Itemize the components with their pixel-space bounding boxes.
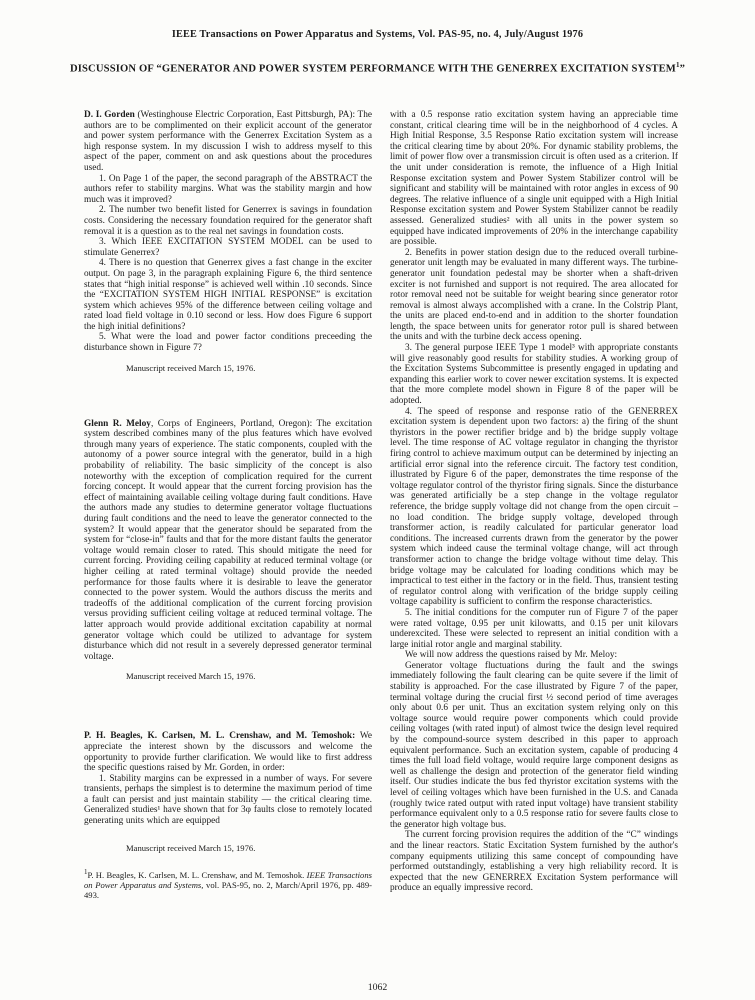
paragraph-meloy-intro [84,419,372,663]
closure-beagles [84,731,372,900]
paragraph-gorden-q4: 4. There is no question that Generrex gives a fast change in the exciter output. On page 3, in the paragraph explaining Figure 6, the third sentence states that “high initial response” is achieved well within .10 seconds. Since the “EXCITATION SYSTEM HIGH INITIAL RESPONSE” is excitation system which achieves 95% of the difference between ceiling voltage and rated load field voltage in 0.10 second or less. How does Figure 6 support the high initial definitions? [84,258,372,332]
paragraph-beagles-answer1: 1. Stability margins can be expressed in a number of ways. For severe transients, perhaps the simplest is to determine the maximum period of time a fault can persist and just maintain stability — the critical clearing time. Generalized studies¹ have shown that for 3φ faults close to remotely located generating units which are equipped [84,773,372,827]
paragraph-answer5: 5. The initial conditions for the computer run of Figure 7 of the paper were rated voltage, 0.95 per unit kilowatts, and 0.15 per unit kilovars underexcited. These were selected to represent an initial condition with a large initial rotor angle and marginal stability. [390,607,678,650]
paragraph-answer4: 4. The speed of response and response ratio of the GENERREX excitation system is dependent upon two factors: a) the firing of the shunt thyristors in the power rectifier bridge and b) the bridge supply voltage level. The time response of AC voltage regulator in changing the thyristor firing control to achieve maximum output can be determined by injecting an artificial error signal into the reference circuit. The factory test condition, illustrated by Figure 6 of the paper, demonstrates the time response of the voltage regulator control of the thyristor firing signals. Since the disturbance was generated artificially be a step change in the voltage regulator reference, the bridge supply voltage did not change from the open circuit – no load condition. The bridge supply voltage, developed through transformer action, is readily calculated for particular generator load conditions. The increased currents drawn from the generator by the power system which indeed cause the terminal voltage change, will act through transformer action to change the bridge voltage without time delay. This bridge voltage may be calculated for loading conditions which may be impractical to test either in the factory or in the field. Thus, transient testing of regulator control along with verification of the bridge supply ceiling voltage capability is sufficient to confirm the response characteristics. [390,406,678,608]
paragraph-gorden-q1: 1. On Page 1 of the paper, the second paragraph of the ABSTRACT the authors refer to stability margins. What was the stability margin and how much was it improved? [84,173,372,205]
page-number: 1062 [367,982,388,993]
paper-title [40,61,715,75]
paragraph-answer2: 2. Benefits in power station design due to the reduced overall turbine-generator unit length may be evaluated in many different ways. The turbine-generator unit foundation pedestal may be shorter when a shaft-driven exciter is not furnished and support is not required. The area allocated for rotor removal need not be suitable for weight bearing since generator rotor removal is almost always accomplished with a crane. In the Colstrip Plant, the units are placed end-to-end and in addition to the shorter foundation length, the space between units for generator rotor pull is shared between the units and with the turbine deck access opening. [390,247,678,343]
manuscript-note-beagles: Manuscript received March 15, 1976. [126,842,256,853]
paragraph-beagles-intro [84,731,372,773]
author-name-meloy: Glenn R. Meloy [84,418,151,429]
paragraph-gorden-q2: 2. The number two benefit listed for Generrex is savings in foundation costs. Considering the necessary foundation required for the generator shaft removal it is a question as to the real net savings in foundation costs. [84,205,372,237]
manuscript-note-meloy: Manuscript received March 15, 1976. [126,671,256,682]
paragraph-text: , Corps of Engineers, Portland, Oregon): The excitation system described combines many of the plus features which have evolved through many years of experience. The static components, coupled with the autonomy of a power source integral with the generator, build in a high probability of reliability. The basic simplicity of the concept is also noteworthy with the exception of complication required for the current forcing concept. It would appear that the current forcing provision has the effect of maintaining available ceiling voltage during fault conditions. Have the authors made any studies to determine generator voltage fluctuations during fault conditions and the need to leave the generator connected to the system? It would appear that the generator should be separated from the system for “close-in” faults and that for the more distant faults the generator voltage would remain closer to rated. This should mitigate the need for current forcing. Providing ceiling capability at reduced terminal voltage (or higher ceiling at rated terminal voltage) should provide the needed performance for those faults where it is desirable to leave the generator connected to the power system. Would the authors discuss the merits and tradeoffs of the additional complication of the current forcing provision versus providing sufficient ceiling voltage at reduced terminal voltage. The latter approach would provide additional excitation capability at normal generator voltage which could be utilized to advantage for system disturbance which did not result in a severely depressed generator terminal voltage. [84,418,372,662]
column-left [84,110,372,901]
paragraph-answer1-continued: with a 0.5 response ratio excitation system having an appreciable time constant, critical clearing time will be in the neighborhood of 4 cycles. A High Initial Response, 3.5 Response Ratio excitation system will increase the critical clearing time by about 20%. For dynamic stability problems, the limit of power flow over a transmission circuit is often used as a criterion. If the unit under consideration is remote, the influence of a High Initial Response excitation system and Power System Stabilizer control will be significant and stability will be maintained with rotor angles in excess of 90 degrees. The relative influence of a single unit equipped with a High Initial Response excitation system and Power System Stabilizer cannot be readily assessed. Generalized studies² with all units in the power system so equipped have indicated improvements of 20% in the interchange capability are possible. [390,110,678,248]
paper-title-closing-quote: ” [679,63,686,75]
discussion-gorden [84,110,372,373]
footnote-authors: P. H. Beagles, K. Carlsen, M. L. Crenshaw, and M. Temoshok. [87,869,307,880]
manuscript-note-gorden: Manuscript received March 15, 1976. [126,362,256,373]
paragraph-answer3: 3. The general purpose IEEE Type 1 model³ with appropriate constants will give reasonably good results for stability studies. A working group of the Excitation Systems Subcommittee is presently engaged in updating and expanding this earlier work to cover newer excitation systems. It is expected that the more complete model shown in Figure 8 of the paper will be adopted. [390,343,678,407]
paragraph-meloy-reply-intro: We will now address the questions raised by Mr. Meloy: [405,650,618,661]
journal-header: IEEE Transactions on Power Apparatus and Systems, Vol. PAS-95, no. 4, July/August 1976 [171,29,584,40]
paragraph-meloy-reply-1: Generator voltage fluctuations during the fault and the swings immediately following the fault clearing can be quite severe if the limit of stability is approached. For the case illustrated by Figure 7 of the paper, terminal voltage during the crucial first ½ second period of time averages only about 0.6 per unit. Thus an excitation system relying only on this voltage source would require power components which could provide ceiling voltages (with rated input) of almost twice the design level required by the compound-source system described in this paper to approach equivalent performance. Such an excitation system, capable of producing 4 times the full load field voltage, would require large component designs as well as challenge the design and protection of the generator field winding itself. Our studies indicate the bus fed thyristor excitation systems with the level of ceiling voltages which have been furnished in the U.S. and Canada (roughly twice rated output with rated input voltage) have transient stability performance equivalent only to a 0.5 response ratio for severe faults close to the generator high voltage bus. [390,660,678,830]
paragraph-meloy-reply-2: The current forcing provision requires the addition of the “C” windings and the linear reactors. Static Excitation System furnished by the author's company equipments utilizing this same concept of compounding have performed outstandingly, establishing a very high reliability record. It is expected that the new GENERREX Excitation System performance will produce an equally impressive record. [390,830,678,894]
title-footnote-marker: 1 [675,61,680,69]
author-names-beagles: P. H. Beagles, K. Carlsen, M. L. Crenshaw, and M. Temoshok: [84,731,356,742]
paragraph-text: We appreciate the interest shown by the discussors and welcome the opportunity to provide further clarification. We would like to first address the specific questions raised by Mr. Gorden, in order: [84,731,372,774]
paragraph-gorden-intro [84,110,372,174]
two-column-body [84,110,678,901]
paragraph-gorden-q5: 5. What were the load and power factor conditions preceeding the disturbance shown in Figure 7? [84,332,372,354]
footnote-journal-title: IEEE Transactions on Power Apparatus and Systems, [84,869,372,890]
discussion-meloy [84,419,372,682]
paragraph-gorden-q3: 3. Which IEEE EXCITATION SYSTEM MODEL can be used to stimulate Generrex? [84,237,372,258]
paragraph-text: (Westinghouse Electric Corporation, East Pittsburgh, PA): The authors are to be complimented on their explicit account of the generator and power system performance with the Generrex Excitation System as a high response system. In my discussion I wish to address myself to this aspect of the paper, comment on and ask questions about the procedures used. [84,110,373,173]
column-right [390,110,678,901]
author-name-gorden: D. I. Gorden [84,110,135,120]
footnote-reference-1 [84,867,372,901]
paper-title-text: DISCUSSION OF “GENERATOR AND POWER SYSTEM PERFORMANCE WITH THE GENERREX EXCITATION SYSTEM [69,63,676,75]
footnote-marker: 1 [84,867,88,876]
footnote-citation-details: vol. PAS-95, no. 2, March/April 1976, pp. 489-493. [84,879,373,901]
